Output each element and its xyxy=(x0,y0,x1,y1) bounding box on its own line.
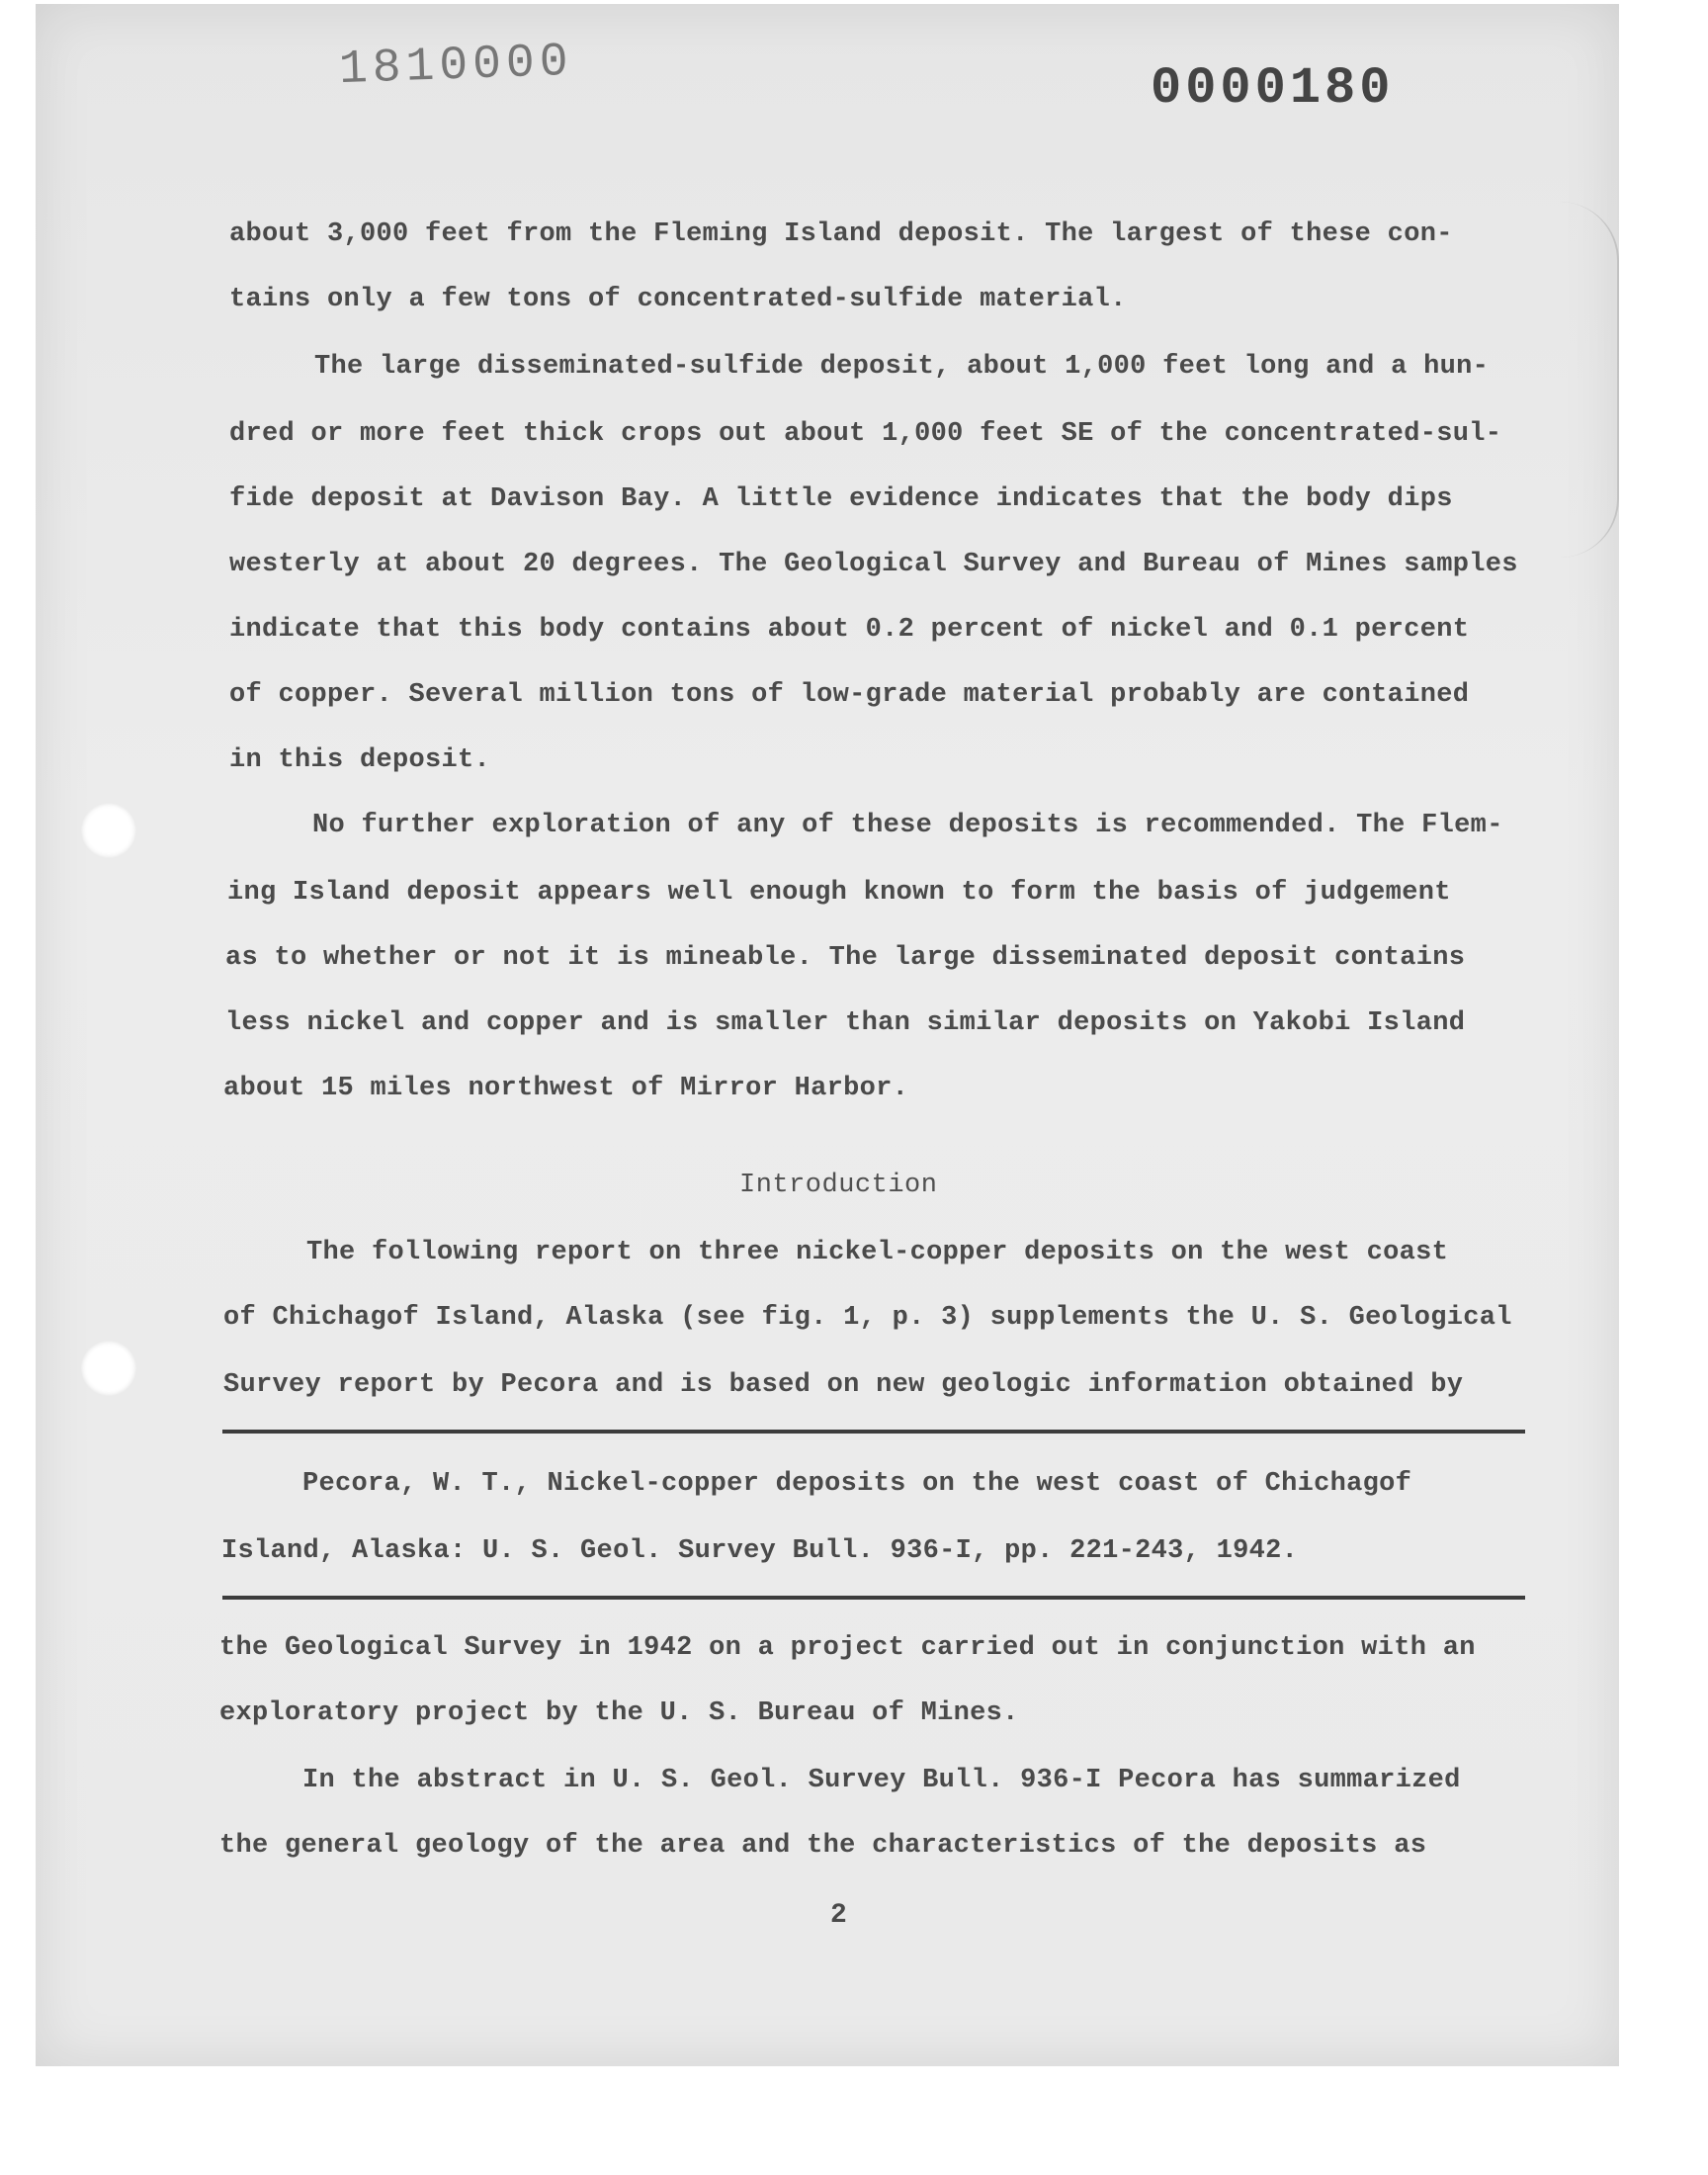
serial-number-right: 0000180 xyxy=(1151,59,1395,118)
text-line: ing Island deposit appears well enough known to form the basis of judgement xyxy=(227,878,1451,908)
text-line: The following report on three nickel-copper deposits on the west coast xyxy=(306,1238,1449,1267)
section-heading: Introduction xyxy=(739,1171,938,1200)
text-line: as to whether or not it is mineable. The large disseminated deposit contains xyxy=(225,943,1466,973)
punch-hole-bottom xyxy=(81,1341,136,1396)
text-line: about 3,000 feet from the Fleming Island deposit. The largest of these con- xyxy=(229,219,1453,249)
text-line: of copper. Several million tons of low-grade material probably are contained xyxy=(229,680,1470,710)
text-line: The large disseminated-sulfide deposit, about 1,000 feet long and a hun- xyxy=(314,352,1490,382)
paper-curl-shadow xyxy=(1558,202,1619,558)
text-line: Survey report by Pecora and is based on new geologic information obtained by xyxy=(223,1370,1464,1400)
footnote-line: Island, Alaska: U. S. Geol. Survey Bull. 936-I, pp. 221-243, 1942. xyxy=(221,1536,1299,1566)
text-line: in this deposit. xyxy=(229,745,491,775)
text-line: In the abstract in U. S. Geol. Survey Bull. 936-I Pecora has summarized xyxy=(302,1766,1461,1795)
text-line: of Chichagof Island, Alaska (see fig. 1, p. 3) supplements the U. S. Geological xyxy=(223,1303,1512,1333)
text-line: fide deposit at Davison Bay. A little evidence indicates that the body dips xyxy=(229,484,1453,514)
text-line: tains only a few tons of concentrated-sulfide material. xyxy=(229,285,1127,314)
text-line: less nickel and copper and is smaller than similar deposits on Yakobi Island xyxy=(225,1008,1466,1038)
text-line: about 15 miles northwest of Mirror Harbor. xyxy=(223,1074,909,1103)
text-line: the general geology of the area and the characteristics of the deposits as xyxy=(219,1831,1427,1861)
text-line: indicate that this body contains about 0.2 percent of nickel and 0.1 percent xyxy=(229,615,1470,645)
text-line: exploratory project by the U. S. Bureau of Mines. xyxy=(219,1698,1019,1728)
text-line: westerly at about 20 degrees. The Geological Survey and Bureau of Mines samples xyxy=(229,550,1518,579)
text-line: No further exploration of any of these deposits is recommended. The Flem- xyxy=(312,811,1503,840)
punch-hole-top xyxy=(81,803,136,858)
footnote-line: Pecora, W. T., Nickel-copper deposits on the west coast of Chichagof xyxy=(302,1469,1412,1499)
page-number: 2 xyxy=(830,1900,847,1931)
footnote-rule-bottom xyxy=(222,1596,1525,1600)
footnote-rule-top xyxy=(222,1430,1525,1434)
text-line: the Geological Survey in 1942 on a project carried out in conjunction with an xyxy=(219,1633,1476,1663)
text-line: dred or more feet thick crops out about 1,000 feet SE of the concentrated-sul- xyxy=(229,419,1502,449)
serial-number-left: 1810000 xyxy=(338,35,574,98)
